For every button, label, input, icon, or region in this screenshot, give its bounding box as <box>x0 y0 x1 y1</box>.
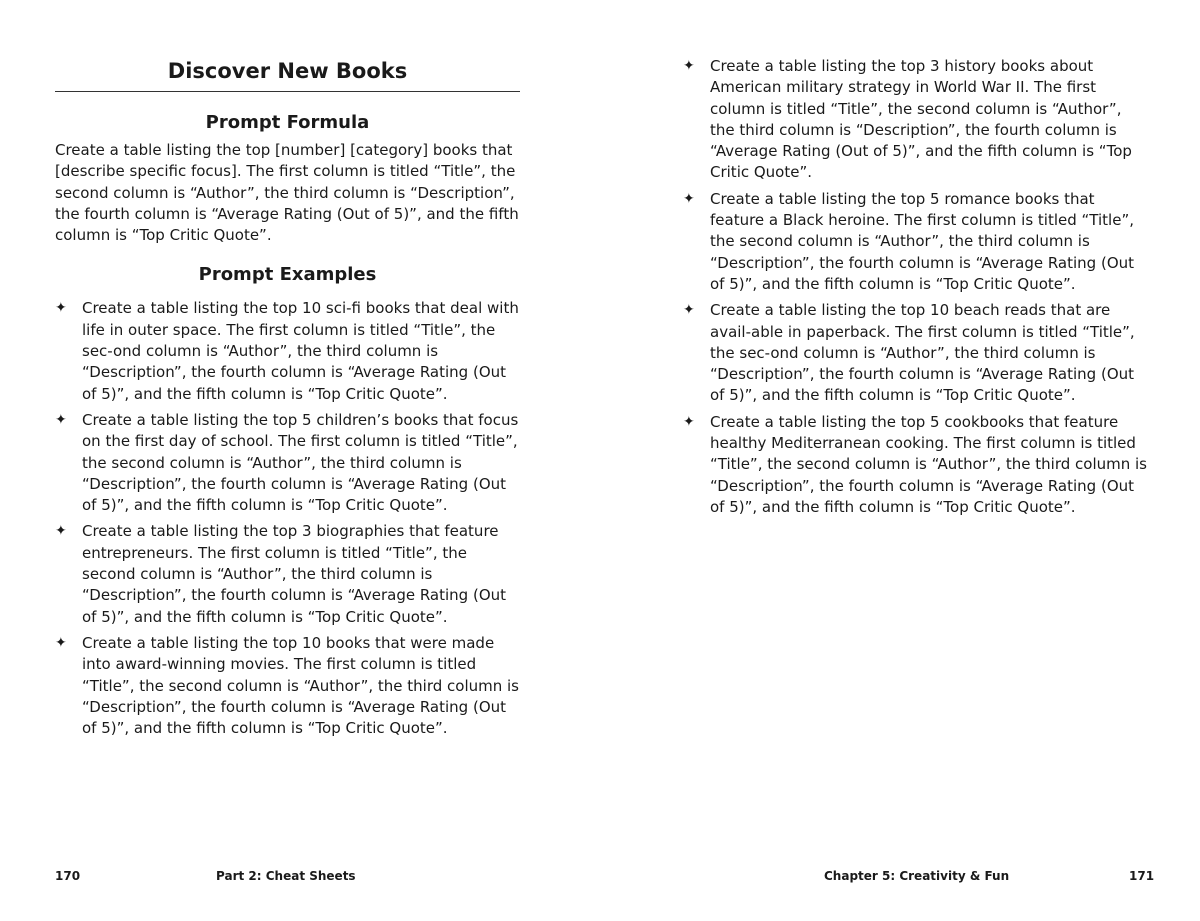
example-text: Create a table listing the top 10 beach reads that are avail-able in paperback. The first column is titled “Title”, the sec-ond column is “Author”, the third column is “Description”, the fourth column is “Average Rating (Out of 5)”, and the fifth column is “Top Critic Quote”. <box>710 301 1135 405</box>
examples-heading: Prompt Examples <box>198 264 377 286</box>
four-point-star-icon: ✦ <box>683 413 695 430</box>
four-point-star-icon: ✦ <box>55 523 67 540</box>
page-title: Discover New Books <box>167 59 408 83</box>
example-text: Create a table listing the top 10 sci-fi books that deal with life in outer space. The first column is titled “Title”, the sec-ond column is “Author”, the third column is “Description”, the fourth column is “Average Rating (Out of 5)”, and the fifth column is “Top Critic Quote”. <box>82 299 519 403</box>
four-point-star-icon: ✦ <box>683 302 695 319</box>
list-item <box>683 300 1148 406</box>
four-point-star-icon: ✦ <box>55 300 67 317</box>
page-number-left: 170 <box>55 869 81 883</box>
four-point-star-icon: ✦ <box>55 411 67 428</box>
list-item <box>55 521 520 627</box>
four-point-star-icon: ✦ <box>683 190 695 207</box>
list-item <box>683 189 1148 295</box>
example-text: Create a table listing the top 5 cookbooks that feature healthy Mediterranean cooking. The first column is titled “Title”, the second column is “Author”, the third column is “Description”, the fourth column is “Average Rating (Out of 5)”, and the fifth column is “Top Critic Quote”. <box>710 412 1147 516</box>
title-divider <box>55 91 520 92</box>
list-item <box>683 412 1148 518</box>
list-item <box>55 633 520 739</box>
page-number-right: 171 <box>1129 869 1155 883</box>
example-text: Create a table listing the top 10 books that were made into award-winning movies. The first column is titled “Title”, the second column is “Author”, the third column is “Description”, the fourth column is “Average Rating (Out of 5)”, and the fifth column is “Top Critic Quote”. <box>82 633 519 738</box>
examples-list-left <box>55 298 520 739</box>
list-item <box>55 298 520 404</box>
footer-label-right: Chapter 5: Creativity & Fun <box>824 869 1010 883</box>
examples-list-right <box>683 56 1148 518</box>
four-point-star-icon: ✦ <box>55 634 67 651</box>
right-page <box>683 0 1148 921</box>
example-text: Create a table listing the top 3 history books about American military strategy in World War II. The first column is titled “Title”, the second column is “Author”, the third column is “Description”, the fourth column is “Average Rating (Out of 5)”, and the fifth column is “Top Critic Quote”. <box>710 57 1132 182</box>
formula-text: Create a table listing the top [number] [category] books that [describe specific focus]. The first column is titled “Title”, the second column is “Author”, the third column is “Description”, the fourth column is “Average Rating (Out of 5)”, and the fifth column is “Top Critic Quote”. <box>55 141 519 245</box>
example-text: Create a table listing the top 3 biographies that feature entrepreneurs. The first column is titled “Title”, the second column is “Author”, the third column is “Description”, the fourth column is “Average Rating (Out of 5)”, and the fifth column is “Top Critic Quote”. <box>82 522 507 626</box>
four-point-star-icon: ✦ <box>683 58 695 74</box>
formula-heading: Prompt Formula <box>205 112 370 133</box>
footer-label-left: Part 2: Cheat Sheets <box>216 869 356 883</box>
left-page <box>55 0 520 921</box>
list-item <box>683 56 1148 184</box>
example-text: Create a table listing the top 5 children’s books that focus on the first day of school. The first column is titled “Title”, the second column is “Author”, the third column is “Description”, the fourth column is “Average Rating (Out of 5)”, and the fifth column is “Top Critic Quote”. <box>82 410 519 515</box>
example-text: Create a table listing the top 5 romance books that feature a Black heroine. The first column is titled “Title”, the second column is “Author”, the third column is “Description”, the fourth column is “Average Rating (Out of 5)”, and the fifth column is “Top Critic Quote”. <box>710 189 1135 293</box>
list-item <box>55 410 520 516</box>
